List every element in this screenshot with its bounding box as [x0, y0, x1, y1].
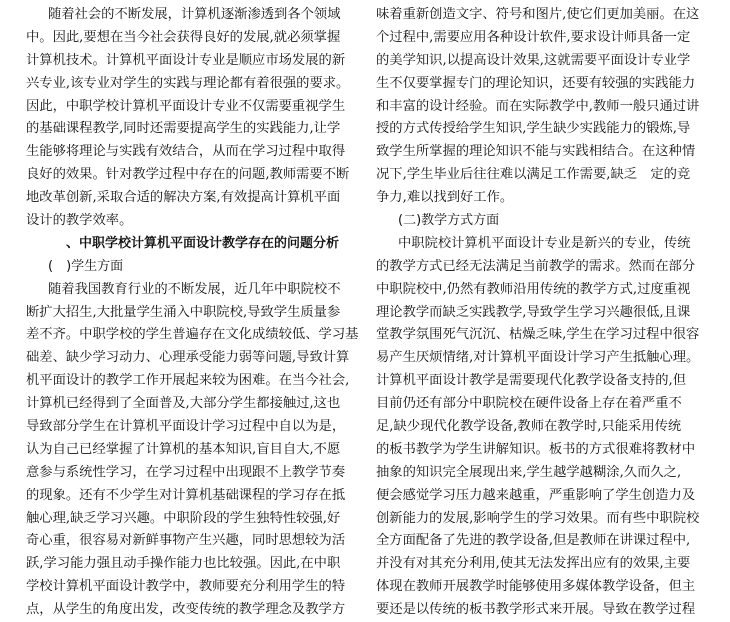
paragraph-line: 创新能力的发展,影响学生的学习效果。而有些中职院校	[376, 510, 700, 526]
paragraph-line: 授的方式传授给学生知识,学生缺少实践能力的锻炼,导	[376, 121, 691, 137]
paragraph-line: 的基础课程教学,同时还需要提高学生的实践能力,让学	[26, 121, 341, 137]
paragraph-line: 味着重新创造文字、符号和图片,使它们更加美丽。在这	[376, 7, 700, 22]
paragraph-line: 目前仍还有部分中职院校在硬件设备上存在着严重不	[376, 396, 682, 412]
paragraph-line: 计算机技术。计算机平面设计专业是顺应市场发展的新	[26, 52, 346, 68]
paragraph-line: 础差、缺少学习动力、心理承受能力弱等问题,导致计算	[26, 350, 350, 366]
paragraph-line: 随着我国教育行业的不断发展，近几年中职院校不	[48, 281, 341, 297]
paragraph-line: 设计的教学效率。	[26, 213, 133, 229]
paragraph-line: 的美学知识,以提高设计效果,这就需要平面设计专业学	[376, 52, 691, 68]
paragraph-line: 理论教学而缺乏实践教学,导致学生学习兴趣很低,且课	[376, 304, 691, 320]
paragraph-line: 断扩大招生,大批量学生涌入中职院校,导致学生质量参	[26, 304, 341, 320]
subsection-heading: ( )学生方面	[48, 258, 124, 274]
paragraph-line: 触心理,缺乏学习兴趣。中职阶段的学生独特性较强,好	[26, 510, 341, 526]
paragraph-line: 因此，中职学校计算机平面设计专业不仅需要重视学生	[26, 98, 346, 114]
paragraph-line: 中。因此,要想在当今社会获得良好的发展,就必须掌握	[26, 29, 341, 45]
paragraph-line: 中职院校中,仍然有教师沿用传统的教学方式,过度重视	[376, 281, 691, 297]
paragraph-line: 的教学方式已经无法满足当前教学的需求。然而在部分	[376, 258, 696, 274]
paragraph-line: 和丰富的设计经验。而在实际教学中,教师一般只通过讲	[376, 98, 700, 114]
paragraph-line: 便会感觉学习压力越来越重，严重影响了学生创造力及	[376, 487, 696, 503]
paragraph-line: 争力,难以找到好工作。	[376, 190, 514, 206]
paragraph-line: 兴专业,该专业对学生的实践与理论都有着很强的要求。	[26, 75, 350, 91]
paragraph-line: 学校计算机平面设计教学中，教师要充分利用学生的特	[26, 579, 346, 595]
paragraph-line: 计算机平面设计教学是需要现代化教学设备支持的,但	[376, 373, 687, 389]
paragraph-line: 跃,学习能力强且动手操作能力也比较强。因此,在中职	[26, 556, 341, 572]
left-column	[26, 4, 359, 622]
paragraph-line: 认为自己已经掌握了计算机的基本知识,盲目自大,不愿	[26, 441, 341, 457]
paragraph-line: 全方面配备了先进的教学设备,但是教师在讲课过程中,	[376, 533, 691, 549]
paragraph-line: 生不仅要掌握专门的理论知识，还要有较强的实践能力	[376, 75, 696, 91]
paragraph-line: 地改革创新,采取合适的解决方案,有效提高计算机平面	[26, 190, 341, 206]
paragraph-line: 个过程中,需要应用各种设计软件,要求设计师具备一定	[376, 29, 691, 45]
subsection-heading: (二)教学方式方面	[398, 213, 500, 229]
paragraph-line: 要还是以传统的板书教学形式来开展。导致在教学过程	[376, 602, 696, 618]
paragraph-line: 点，从学生的角度出发，改变传统的教学理念及教学方	[26, 602, 346, 618]
paragraph-line: 足,缺少现代化教学设备,教师在教学时,只能采用传统	[376, 419, 682, 435]
section-heading: 、中职学校计算机平面设计教学存在的问题分析	[66, 235, 340, 251]
paragraph-line: 并没有对其充分利用,使其无法发挥出应有的效果,主要	[376, 556, 691, 572]
paragraph-line: 意参与系统性学习，在学习过程中出现跟不上教学节奏	[26, 464, 346, 480]
paragraph-line: 生能够将理论与实践有效结合，从而在学习过程中取得	[26, 144, 346, 160]
paragraph-line: 良好的效果。针对教学过程中存在的问题,教师需要不断	[26, 167, 350, 183]
paragraph-line: 况下,学生毕业后往往难以满足工作需要,缺乏 定的竞	[376, 167, 691, 183]
paragraph-line: 体现在教师开展教学时能够使用多媒体教学设备，但主	[376, 579, 696, 595]
paragraph-line: 易产生厌烦情绪,对计算机平面设计学习产生抵触心理。	[376, 350, 700, 366]
paragraph-line: 致学生所掌握的理论知识不能与实践相结合。在这种情	[376, 144, 696, 160]
paragraph-line: 抽象的知识完全展现出来,学生越学越糊涂,久而久之,	[376, 464, 682, 480]
paragraph-line: 奇心重，很容易对新鲜事物产生兴趣，同时思想较为活	[26, 533, 346, 549]
paragraph-line: 的板书教学为学生讲解知识。板书的方式很难将教材中	[376, 441, 696, 457]
paragraph-line: 导致部分学生在计算机平面设计学习过程中自以为是，	[26, 419, 346, 435]
paragraph-line: 堂教学氛围死气沉沉、枯燥乏味,学生在学习过程中很容	[376, 327, 700, 343]
paragraph-line: 的现象。还有不少学生对计算机基础课程的学习存在抵	[26, 487, 346, 503]
paragraph-line: 计算机已经得到了全面普及,大部分学生都接触过,这也	[26, 396, 341, 412]
paragraph-line: 中职院校计算机平面设计专业是新兴的专业，传统	[398, 235, 691, 251]
paragraph-line: 差不齐。中职学校的学生普遍存在文化成绩较低、学习基	[26, 327, 359, 343]
paragraph-line: 随着社会的不断发展，计算机逐渐渗透到各个领域	[48, 7, 341, 22]
right-column	[376, 4, 702, 622]
paragraph-line: 机平面设计的教学工作开展起来较为困难。在当今社会,	[26, 373, 350, 389]
